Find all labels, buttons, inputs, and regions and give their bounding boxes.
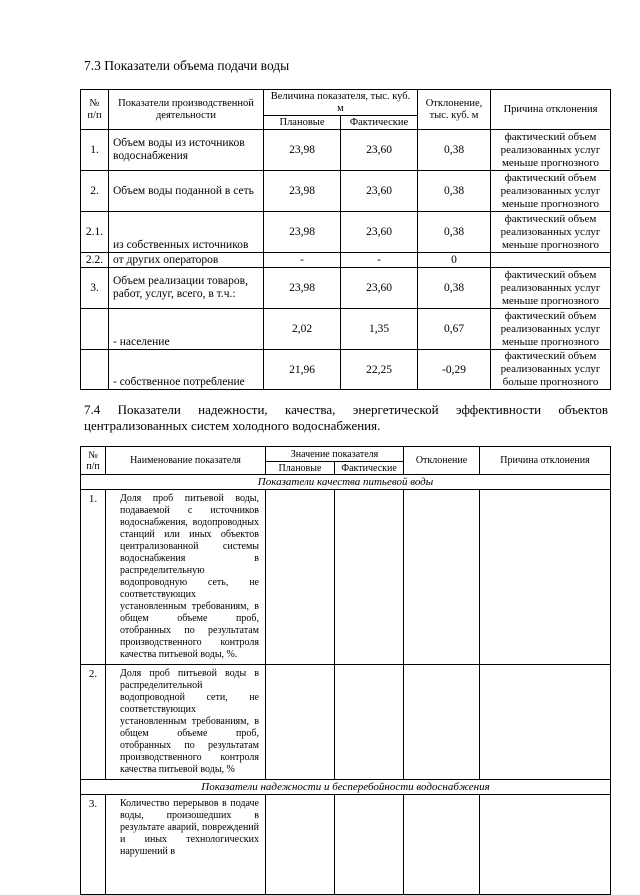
- header-plan: Плановые: [264, 116, 341, 130]
- row-reason: фактический объем реализованных услуг меньше прогнозного: [491, 309, 611, 350]
- row-num: 3.: [81, 268, 109, 309]
- row-num: 2.: [81, 665, 106, 780]
- row-deviation: 0,38: [418, 268, 491, 309]
- header-value: Значение показателя: [266, 447, 404, 462]
- row-fact: 23,60: [341, 171, 418, 212]
- row-indicator: - собственное потребление: [109, 350, 264, 390]
- row-num: 2.1.: [81, 212, 109, 253]
- row-num: 3.: [81, 795, 106, 895]
- header-fact: Фактические: [341, 116, 418, 130]
- section-quality-heading: Показатели качества питьевой воды: [81, 475, 611, 490]
- table-row: [81, 171, 611, 212]
- row-plan: [266, 795, 335, 895]
- row-fact: -: [341, 253, 418, 268]
- row-deviation: 0: [418, 253, 491, 268]
- row-deviation: 0,67: [418, 309, 491, 350]
- row-indicator: Объем воды поданной в сеть: [109, 171, 264, 212]
- row-reason: фактический объем реализованных услуг меньше прогнозного: [491, 130, 611, 171]
- row-deviation: [404, 490, 480, 665]
- table-row: [81, 212, 611, 253]
- row-fact: 23,60: [341, 268, 418, 309]
- row-num: 2.2.: [81, 253, 109, 268]
- row-indicator: - население: [109, 309, 264, 350]
- row-plan: 23,98: [264, 212, 341, 253]
- table-row: [81, 130, 611, 171]
- quality-reliability-table: [80, 446, 611, 895]
- row-deviation: [404, 795, 480, 895]
- row-reason: фактический объем реализованных услуг меньше прогнозного: [491, 212, 611, 253]
- header-indicator: Показатели производственной деятельности: [109, 90, 264, 130]
- row-fact: [335, 795, 404, 895]
- row-deviation: 0,38: [418, 171, 491, 212]
- row-reason: фактический объем реализованных услуг меньше прогнозного: [491, 171, 611, 212]
- row-plan: 2,02: [264, 309, 341, 350]
- row-plan: 23,98: [264, 171, 341, 212]
- row-reason: [491, 253, 611, 268]
- row-indicator: от других операторов: [109, 253, 264, 268]
- row-indicator: Объем реализации товаров, работ, услуг, всего, в т.ч.:: [109, 268, 264, 309]
- row-reason: [480, 795, 611, 895]
- table-row: [81, 268, 611, 309]
- row-indicator: Количество перерывов в подаче воды, произошедших в результате аварий, повреждений и иных технологических нарушений в: [106, 795, 266, 895]
- row-fact: 23,60: [341, 130, 418, 171]
- table-row: [81, 309, 611, 350]
- header-num: № п/п: [81, 447, 106, 475]
- table-row: [81, 350, 611, 390]
- section-7-4-title: 7.4 Показатели надежности, качества, энергетической эффективности объектов централизованных систем холодного водоснабжения.: [84, 402, 608, 433]
- row-indicator: Доля проб питьевой воды, подаваемой с источников водоснабжения, водопроводных станций или иных объектов централизованной системы водоснабжения в распределительную водопроводную сеть, не соответствующих установленным требованиям, в общем объеме проб, отобранных по результатам производственного контроля качества питьевой воды, %.: [106, 490, 266, 665]
- water-supply-volume-table: [80, 89, 611, 390]
- row-plan: [266, 665, 335, 780]
- row-num: [81, 350, 109, 390]
- table-row: [81, 253, 611, 268]
- row-fact: 1,35: [341, 309, 418, 350]
- section-7-3-title: 7.3 Показатели объема подачи воды: [84, 58, 290, 73]
- row-fact: [335, 665, 404, 780]
- row-fact: 23,60: [341, 212, 418, 253]
- row-fact: [335, 490, 404, 665]
- header-num: № п/п: [81, 90, 109, 130]
- row-fact: 22,25: [341, 350, 418, 390]
- header-deviation: Отклонение, тыс. куб. м: [418, 90, 491, 130]
- table-row: [81, 665, 611, 780]
- row-reason: [480, 490, 611, 665]
- row-num: 1.: [81, 490, 106, 665]
- row-num: 1.: [81, 130, 109, 171]
- row-plan: 21,96: [264, 350, 341, 390]
- header-fact: Фактические: [335, 462, 404, 475]
- row-plan: -: [264, 253, 341, 268]
- row-num: [81, 309, 109, 350]
- header-reason: Причина отклонения: [491, 90, 611, 130]
- header-value: Величина показателя, тыс. куб. м: [264, 90, 418, 116]
- table-row: [81, 490, 611, 665]
- row-indicator: Доля проб питьевой воды в распределительной водопроводной сети, не соответствующих установленным требованиям, в общем объеме проб, отобранных по результатам производственного контроля качества питьевой воды, %: [106, 665, 266, 780]
- row-indicator: из собственных источников: [109, 212, 264, 253]
- header-reason: Причина отклонения: [480, 447, 611, 475]
- row-plan: 23,98: [264, 130, 341, 171]
- header-plan: Плановые: [266, 462, 335, 475]
- row-reason: [480, 665, 611, 780]
- row-deviation: 0,38: [418, 212, 491, 253]
- row-deviation: [404, 665, 480, 780]
- row-plan: [266, 490, 335, 665]
- row-indicator: Объем воды из источников водоснабжения: [109, 130, 264, 171]
- row-reason: фактический объем реализованных услуг меньше прогнозного: [491, 268, 611, 309]
- row-reason: фактический объем реализованных услуг больше прогнозного: [491, 350, 611, 390]
- row-deviation: 0,38: [418, 130, 491, 171]
- row-num: 2.: [81, 171, 109, 212]
- section-reliability-heading: Показатели надежности и бесперебойности водоснабжения: [81, 780, 611, 795]
- row-deviation: -0,29: [418, 350, 491, 390]
- table-row: [81, 795, 611, 895]
- row-plan: 23,98: [264, 268, 341, 309]
- header-name: Наименование показателя: [106, 447, 266, 475]
- header-deviation: Отклонение: [404, 447, 480, 475]
